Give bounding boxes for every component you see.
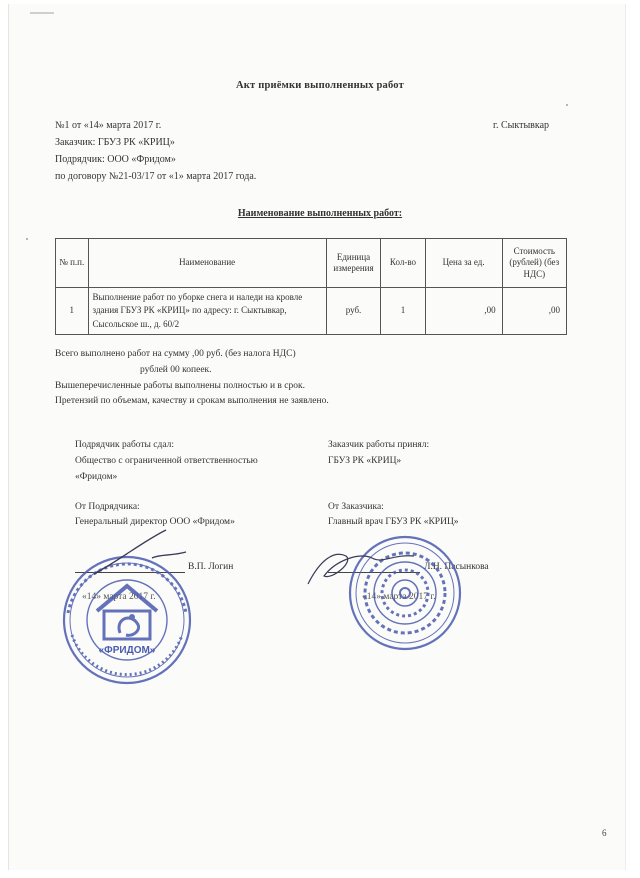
header-qty: Кол-во [381, 239, 425, 288]
customer-accepted: Заказчик работы принял: [328, 440, 430, 450]
document-title: Акт приёмки выполненных работ [236, 80, 404, 91]
table-row [56, 288, 567, 335]
page-number: 6 [602, 828, 607, 838]
header-cost: Стоимость (рублей) (без НДС) [502, 239, 566, 288]
header-num: № п.п. [56, 239, 89, 288]
header-unit: Единица измерения [326, 239, 381, 288]
scan-mark [30, 12, 54, 14]
contract-line: по договору №21-03/17 от «1» марта 2017 года. [55, 171, 257, 182]
customer-org: ГБУЗ РК «КРИЦ» [328, 456, 402, 466]
document-page [8, 4, 626, 870]
claims-line: Претензий по объемам, качеству и срокам выполнения не заявлено. [55, 396, 329, 406]
scan-speck [26, 238, 28, 240]
contractor-date: «14» марта 2017 г. [82, 592, 156, 602]
row-cost: ,00 [502, 288, 566, 335]
contractor-line: Подрядчик: ООО «Фридом» [55, 154, 176, 165]
works-table [55, 238, 567, 335]
works-heading: Наименование выполненных работ: [237, 208, 403, 219]
scan-speck [566, 104, 568, 106]
city-label: г. Сыктывкар [493, 120, 550, 131]
row-unit: руб. [326, 288, 381, 335]
table-header-row [56, 239, 567, 288]
contractor-from: От Подрядчика: [75, 502, 140, 512]
total-line: Всего выполнено работ на сумму ,00 руб. (без налога НДС) [55, 349, 296, 359]
row-num: 1 [56, 288, 89, 335]
customer-signature-icon [302, 540, 422, 590]
header-price: Цена за ед. [425, 239, 502, 288]
customer-name: Л.Н. Пасынкова [424, 562, 489, 572]
contractor-name: В.П. Логин [188, 562, 234, 572]
customer-from: От Заказчика: [328, 502, 384, 512]
fridom-stamp-label: «ФРИДОМ» [98, 645, 156, 656]
customer-date: «14» марта 2017 г. [362, 592, 436, 602]
total-words: рублей 00 копеек. [140, 365, 212, 375]
customer-line: Заказчик: ГБУЗ РК «КРИЦ» [55, 137, 175, 148]
act-number-line: №1 от «14» марта 2017 г. [55, 120, 162, 131]
contractor-handed: Подрядчик работы сдал: [75, 440, 175, 450]
row-name: Выполнение работ по уборке снега и наледи на кровле здания ГБУЗ РК «КРИЦ» по адресу: г. Сыктывкар, Сысольское ш., д. 60/2 [88, 288, 326, 335]
header-name: Наименование [88, 239, 326, 288]
contractor-position: Генеральный директор ООО «Фридом» [75, 517, 235, 527]
contractor-org-line2: «Фридом» [75, 472, 118, 482]
row-qty: 1 [381, 288, 425, 335]
row-price: ,00 [425, 288, 502, 335]
contractor-org-line1: Общество с ограниченной ответственностью [75, 456, 258, 466]
customer-position: Главный врач ГБУЗ РК «КРИЦ» [328, 517, 459, 527]
completion-line: Вышеперечисленные работы выполнены полностью и в срок. [55, 381, 305, 391]
contractor-signature-icon [90, 528, 200, 578]
